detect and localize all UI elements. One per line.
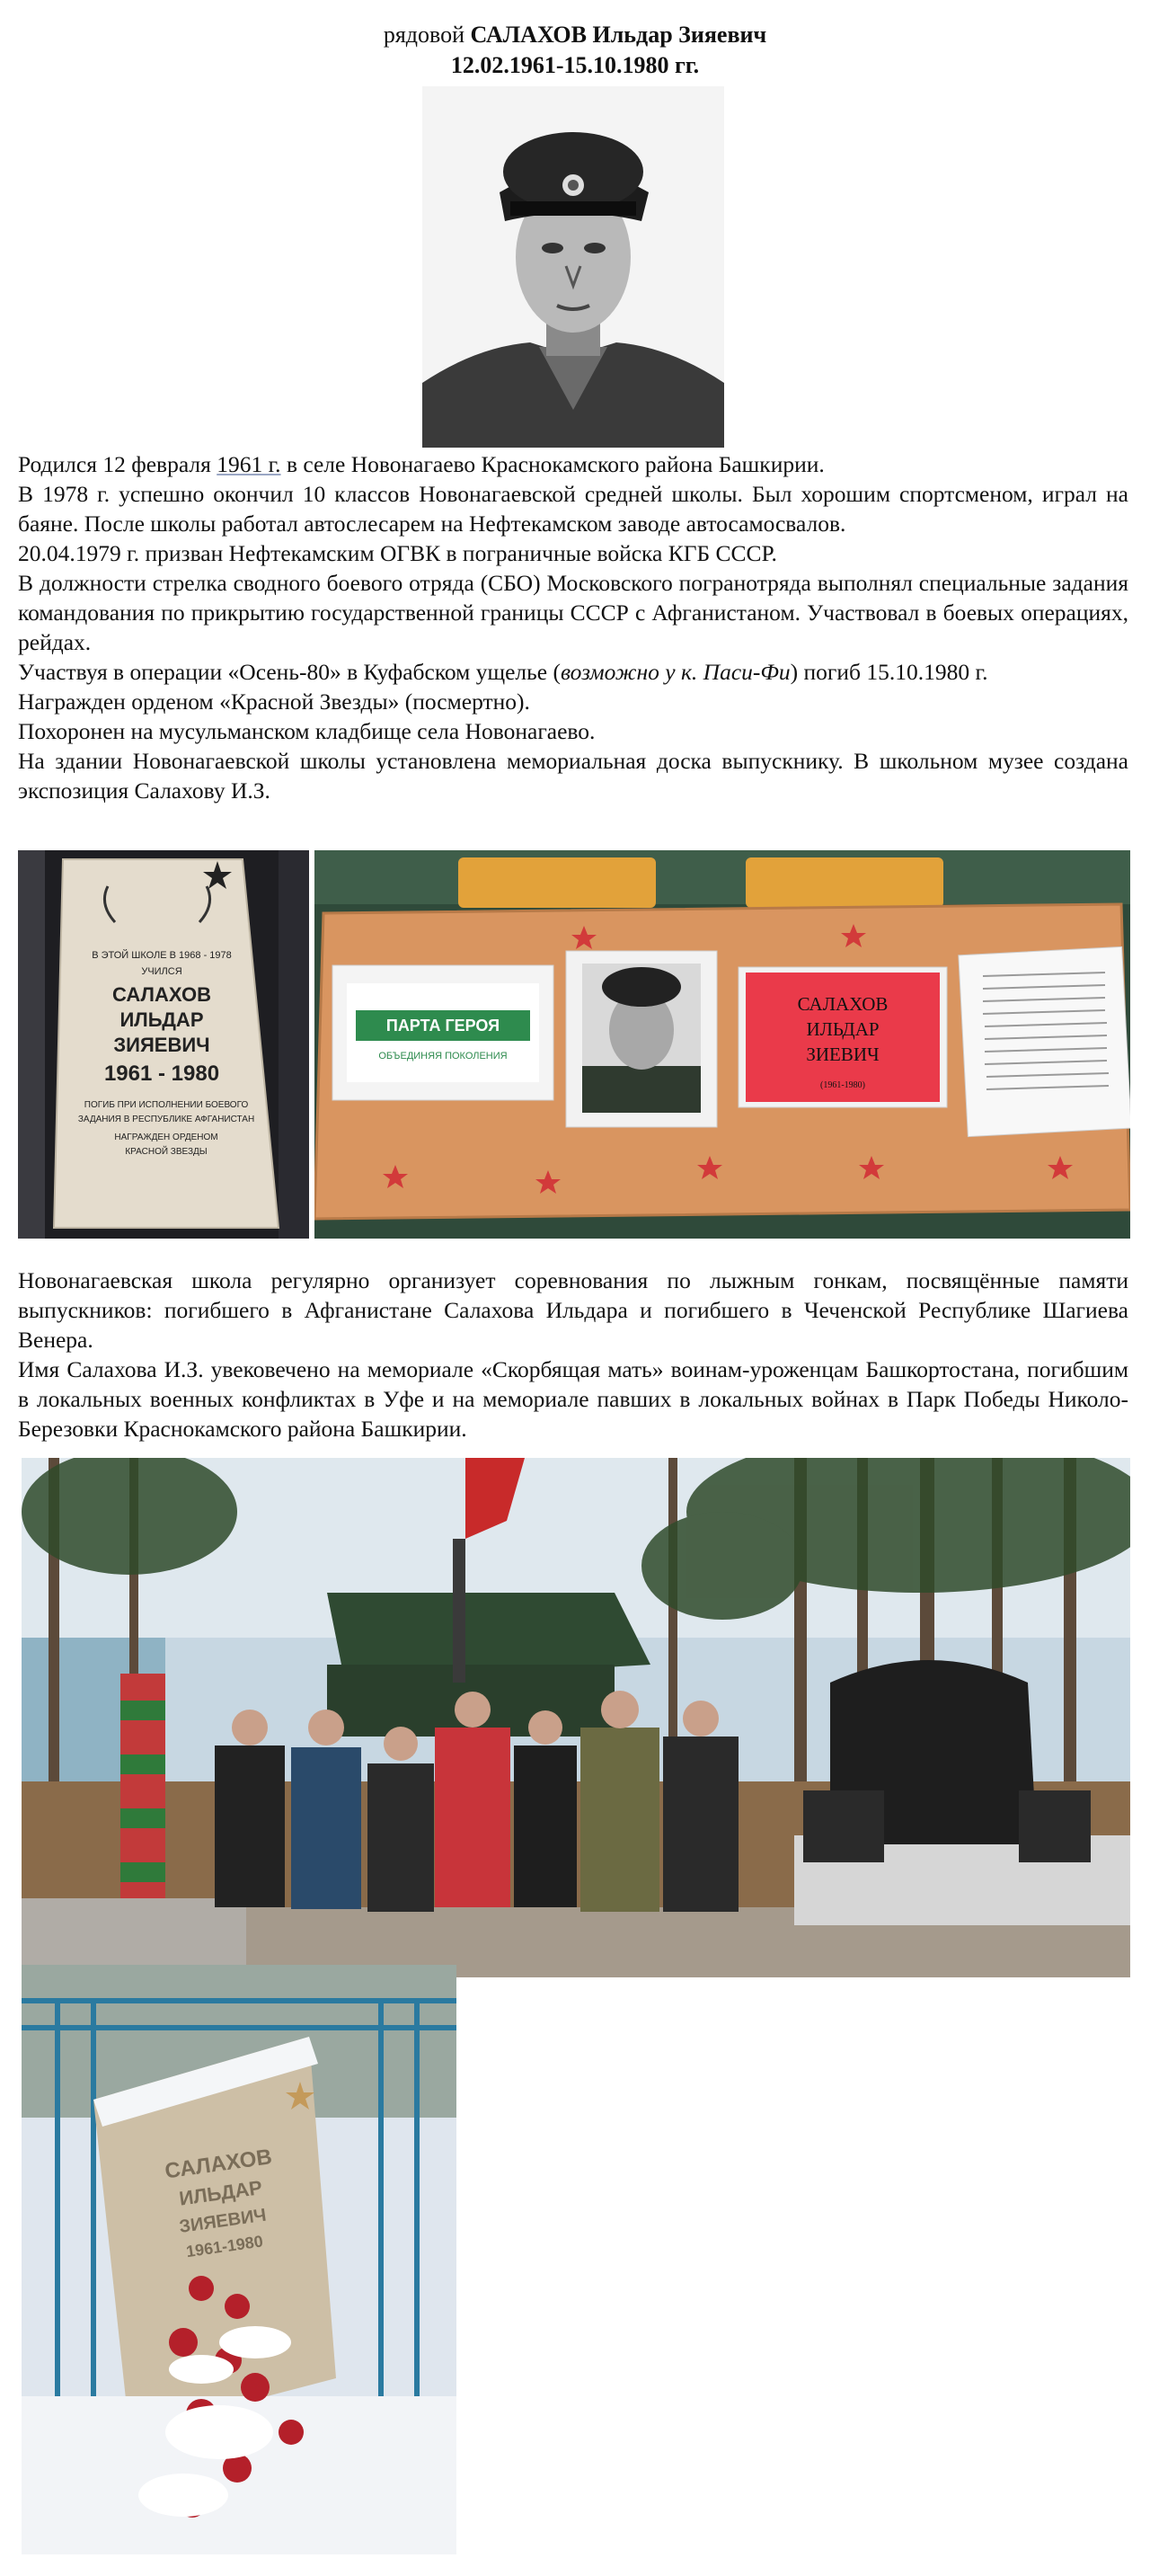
memorial-plaque-photo [18, 850, 309, 1239]
bio-school: В 1978 г. успешно окончил 10 классов Новонагаевской средней школы. Был хорошим спортсменом, играл на баяне. После школы работал автослесарем на Нефтекамском заводе автосамосвалов. [18, 481, 1128, 537]
memorial-paragraph: Имя Салахова И.З. увековечено на мемориале «Скорбящая мать» воинам-уроженцам Башкортостана, погибшим в локальных военных конфликтах в Уфе и на мемориале павших в локальных войнах в Парк Победы Николо-Березовки Краснокамского района Башкирии. [18, 1356, 1128, 1442]
memory-text [18, 1266, 1128, 1443]
svg-text:ОБЪЕДИНЯЯ ПОКОЛЕНИЯ: ОБЪЕДИНЯЯ ПОКОЛЕНИЯ [378, 1051, 508, 1061]
grave-photo [22, 1965, 456, 2554]
svg-text:САЛАХОВ: САЛАХОВ [112, 983, 211, 1006]
portrait-photo [422, 86, 724, 448]
bio-award: Награжден орденом «Красной Звезды» (посмертно). [18, 688, 530, 715]
svg-text:ПОГИБ ПРИ ИСПОЛНЕНИИ БОЕВОГО: ПОГИБ ПРИ ИСПОЛНЕНИИ БОЕВОГО [84, 1100, 249, 1110]
bio-memorial-plaque: На здании Новонагаевской школы установлена мемориальная доска выпускнику. В школьном музее создана экспозиция Салахову И.З. [18, 748, 1128, 804]
bio-conscription: 20.04.1979 г. призван Нефтекамским ОГВК в пограничные войска КГБ СССР. [18, 540, 777, 566]
page-title [0, 20, 1150, 50]
svg-text:В ЭТОЙ ШКОЛЕ В 1968 - 1978: В ЭТОЙ ШКОЛЕ В 1968 - 1978 [92, 950, 232, 961]
svg-text:ЗИЯЕВИЧ: ЗИЯЕВИЧ [113, 1034, 210, 1056]
svg-text:(1961-1980): (1961-1980) [820, 1080, 865, 1090]
hero-name: САЛАХОВ Ильдар Зияевич [470, 22, 767, 48]
biography-text [18, 449, 1128, 805]
ski-race-paragraph: Новонагаевская школа регулярно организует соревнования по лыжным гонкам, посвящённые памяти выпускников: погибшего в Афганистане Салахова Ильдара и погибшего в Чеченской Республике Шагиева Венера. [18, 1267, 1128, 1353]
svg-text:САЛАХОВ: САЛАХОВ [797, 993, 889, 1015]
hero-desk-photo [314, 850, 1130, 1239]
svg-text:ЗИЕВИЧ: ЗИЕВИЧ [806, 1044, 880, 1065]
svg-text:ПАРТА ГЕРОЯ: ПАРТА ГЕРОЯ [385, 1017, 500, 1035]
rank-label: рядовой [383, 22, 465, 48]
svg-text:ИЛЬДАР: ИЛЬДАР [806, 1018, 880, 1040]
svg-text:ЗАДАНИЯ В РЕСПУБЛИКЕ АФГАНИСТА: ЗАДАНИЯ В РЕСПУБЛИКЕ АФГАНИСТАН [77, 1115, 255, 1124]
svg-text:ИЛЬДАР: ИЛЬДАР [177, 2175, 264, 2210]
svg-text:САЛАХОВ: САЛАХОВ [163, 2145, 274, 2184]
svg-text:ИЛЬДАР: ИЛЬДАР [119, 1008, 204, 1031]
svg-text:ЗИЯЕВИЧ: ЗИЯЕВИЧ [178, 2205, 268, 2237]
svg-text:1961-1980: 1961-1980 [184, 2232, 264, 2261]
memorial-park-photo [22, 1458, 1130, 1977]
bio-birth: Родился 12 февраля 1961 г. в селе Новонагаево Краснокамского района Башкирии. [18, 451, 825, 477]
svg-text:КРАСНОЙ ЗВЕЗДЫ: КРАСНОЙ ЗВЕЗДЫ [125, 1147, 208, 1157]
life-dates: 12.02.1961-15.10.1980 гг. [450, 52, 700, 78]
svg-text:НАГРАЖДЕН ОРДЕНОМ: НАГРАЖДЕН ОРДЕНОМ [114, 1133, 218, 1142]
svg-text:1961 - 1980: 1961 - 1980 [103, 1061, 220, 1086]
bio-death: Участвуя в операции «Осень-80» в Куфабском ущелье (возможно у к. Паси-Фи) погиб 15.10.1980 г. [18, 659, 988, 685]
page-header [0, 20, 1150, 81]
bio-burial: Похоронен на мусульманском кладбище села Новонагаево. [18, 718, 596, 744]
svg-text:УЧИЛСЯ: УЧИЛСЯ [141, 966, 182, 977]
bio-service: В должности стрелка сводного боевого отряда (СБО) Московского погранотряда выполнял специальные задания командования по прикрытию государственной границы СССР с Афганистаном. Участвовал в боевых операциях, рейдах. [18, 570, 1128, 655]
